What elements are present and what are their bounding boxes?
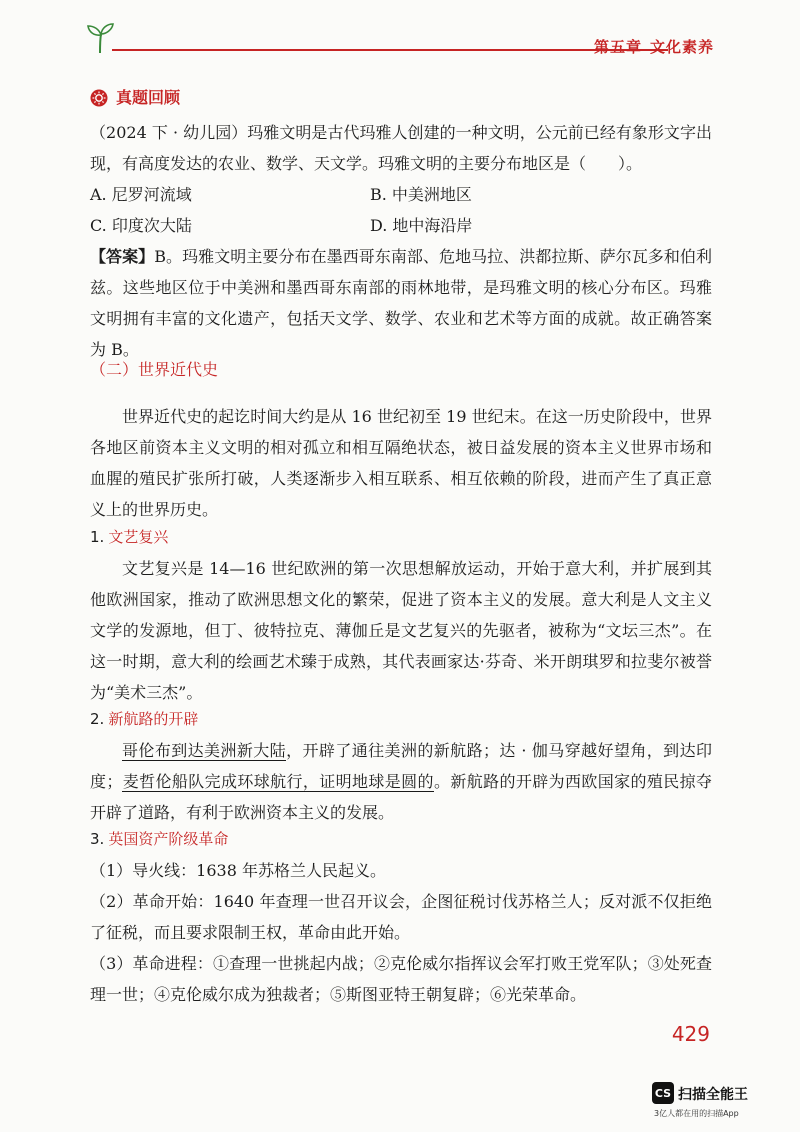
section-intro: 世界近代史的起讫时间大约是从 16 世纪初至 19 世纪末。在这一历史阶段中，世界各地区前资本主义文明的相对孤立和相互隔绝状态，被日益发展的资本主义世界市场和血腥的殖民扩张所打破，人类逐渐步入相互联系、相互依赖的阶段，进而产生了真正意义上的世界历史。: [90, 407, 712, 519]
option-a: A. 尼罗河流域: [90, 185, 192, 204]
option-d: D. 地中海沿岸: [370, 216, 473, 235]
topic-english-revolution: [90, 824, 712, 1010]
scanner-watermark: [652, 1082, 792, 1122]
review-heading: [90, 82, 712, 113]
topic-renaissance: [90, 522, 712, 708]
answer-options: [90, 179, 712, 241]
chapter-heading: [586, 36, 714, 57]
scanner-tagline: 3亿人都在用的扫描App: [654, 1109, 739, 1118]
list-item: （3）革命进程：①查理一世挑起内战；②克伦威尔指挥议会军打败王党军队；③处死查理一世；④克伦威尔成为独裁者；⑤斯图亚特王朝复辟；⑥光荣革命。: [90, 954, 712, 1004]
review-section: [90, 82, 712, 365]
topic-heading: [90, 522, 712, 553]
topic-heading: [90, 824, 712, 855]
section-modern-history: [90, 354, 712, 525]
topic-title: 新航路的开辟: [108, 710, 199, 728]
option-c: C. 印度次大陆: [90, 216, 192, 235]
answer-paragraph: [90, 241, 712, 365]
topic-number: 1.: [90, 528, 105, 546]
review-label: 真题回顾: [116, 88, 181, 107]
page-header: [80, 22, 720, 62]
body-text: 。新航路的开辟为西欧国家的殖民掠夺开辟了道路，有利于欧洲资本主义的发展。: [90, 772, 712, 822]
body-text: ，开辟了通往美洲的新航路；达 · 伽马穿越好望角，到达印度；: [90, 741, 712, 791]
topic-title: 英国资产阶级革命: [108, 830, 229, 848]
scanner-name: 扫描全能王: [678, 1087, 748, 1103]
topic-number: 3.: [90, 830, 105, 848]
list-item: （1）导火线：1638 年苏格兰人民起义。: [90, 861, 386, 880]
list-item: （2）革命开始：1640 年查理一世召开议会，企图征税讨伐苏格兰人；反对派不仅拒绝了征税，而且要求限制王权，革命由此开始。: [90, 892, 712, 942]
topic-title: 文艺复兴: [108, 528, 169, 546]
answer-text: B。玛雅文明主要分布在墨西哥东南部、危地马拉、洪都拉斯、萨尔瓦多和伯利兹。这些地区位于中美洲和墨西哥东南部的雨林地带，是玛雅文明的核心分布区。玛雅文明拥有丰富的文化遗产，包括天文学、数学、农业和艺术等方面的成就。故正确答案为 B。: [90, 247, 712, 359]
chapter-title: 文化素养: [649, 38, 714, 56]
sun-badge-icon: [90, 89, 108, 107]
topic-body: [90, 735, 712, 828]
option-b: B. 中美洲地区: [370, 185, 472, 204]
section-title: （二）世界近代史: [90, 360, 219, 379]
topic-body: 文艺复兴是 14—16 世纪欧洲的第一次思想解放运动，开始于意大利，并扩展到其他欧洲国家，推动了欧洲思想文化的繁荣，促进了资本主义的发展。意大利是人文主义文学的发源地，但丁、彼特拉克、薄伽丘是文艺复兴的先驱者，被称为“文坛三杰”。在这一时期，意大利的绘画艺术臻于成熟，其代表画家达·芬奇、米开朗琪罗和拉斐尔被誉为“美术三杰”。: [90, 559, 712, 702]
camscanner-logo-icon: CS: [652, 1082, 674, 1104]
answer-label: 【答案】: [90, 247, 155, 266]
topic-number: 2.: [90, 710, 105, 728]
underlined-phrase: 哥伦布到达美洲新大陆: [122, 741, 287, 760]
page-number: 429: [671, 1022, 710, 1046]
topic-new-routes: [90, 704, 712, 828]
question-text: （2024 下 · 幼儿园）玛雅文明是古代玛雅人创建的一种文明，公元前已经有象形文字出现，有高度发达的农业、数学、天文学。玛雅文明的主要分布地区是（ ）。: [90, 123, 712, 173]
header-rule: [112, 49, 668, 51]
topic-heading: [90, 704, 712, 735]
chapter-number: 第五章: [593, 38, 642, 56]
underlined-phrase: 麦哲伦船队完成环球航行，证明地球是圆的: [122, 772, 434, 791]
